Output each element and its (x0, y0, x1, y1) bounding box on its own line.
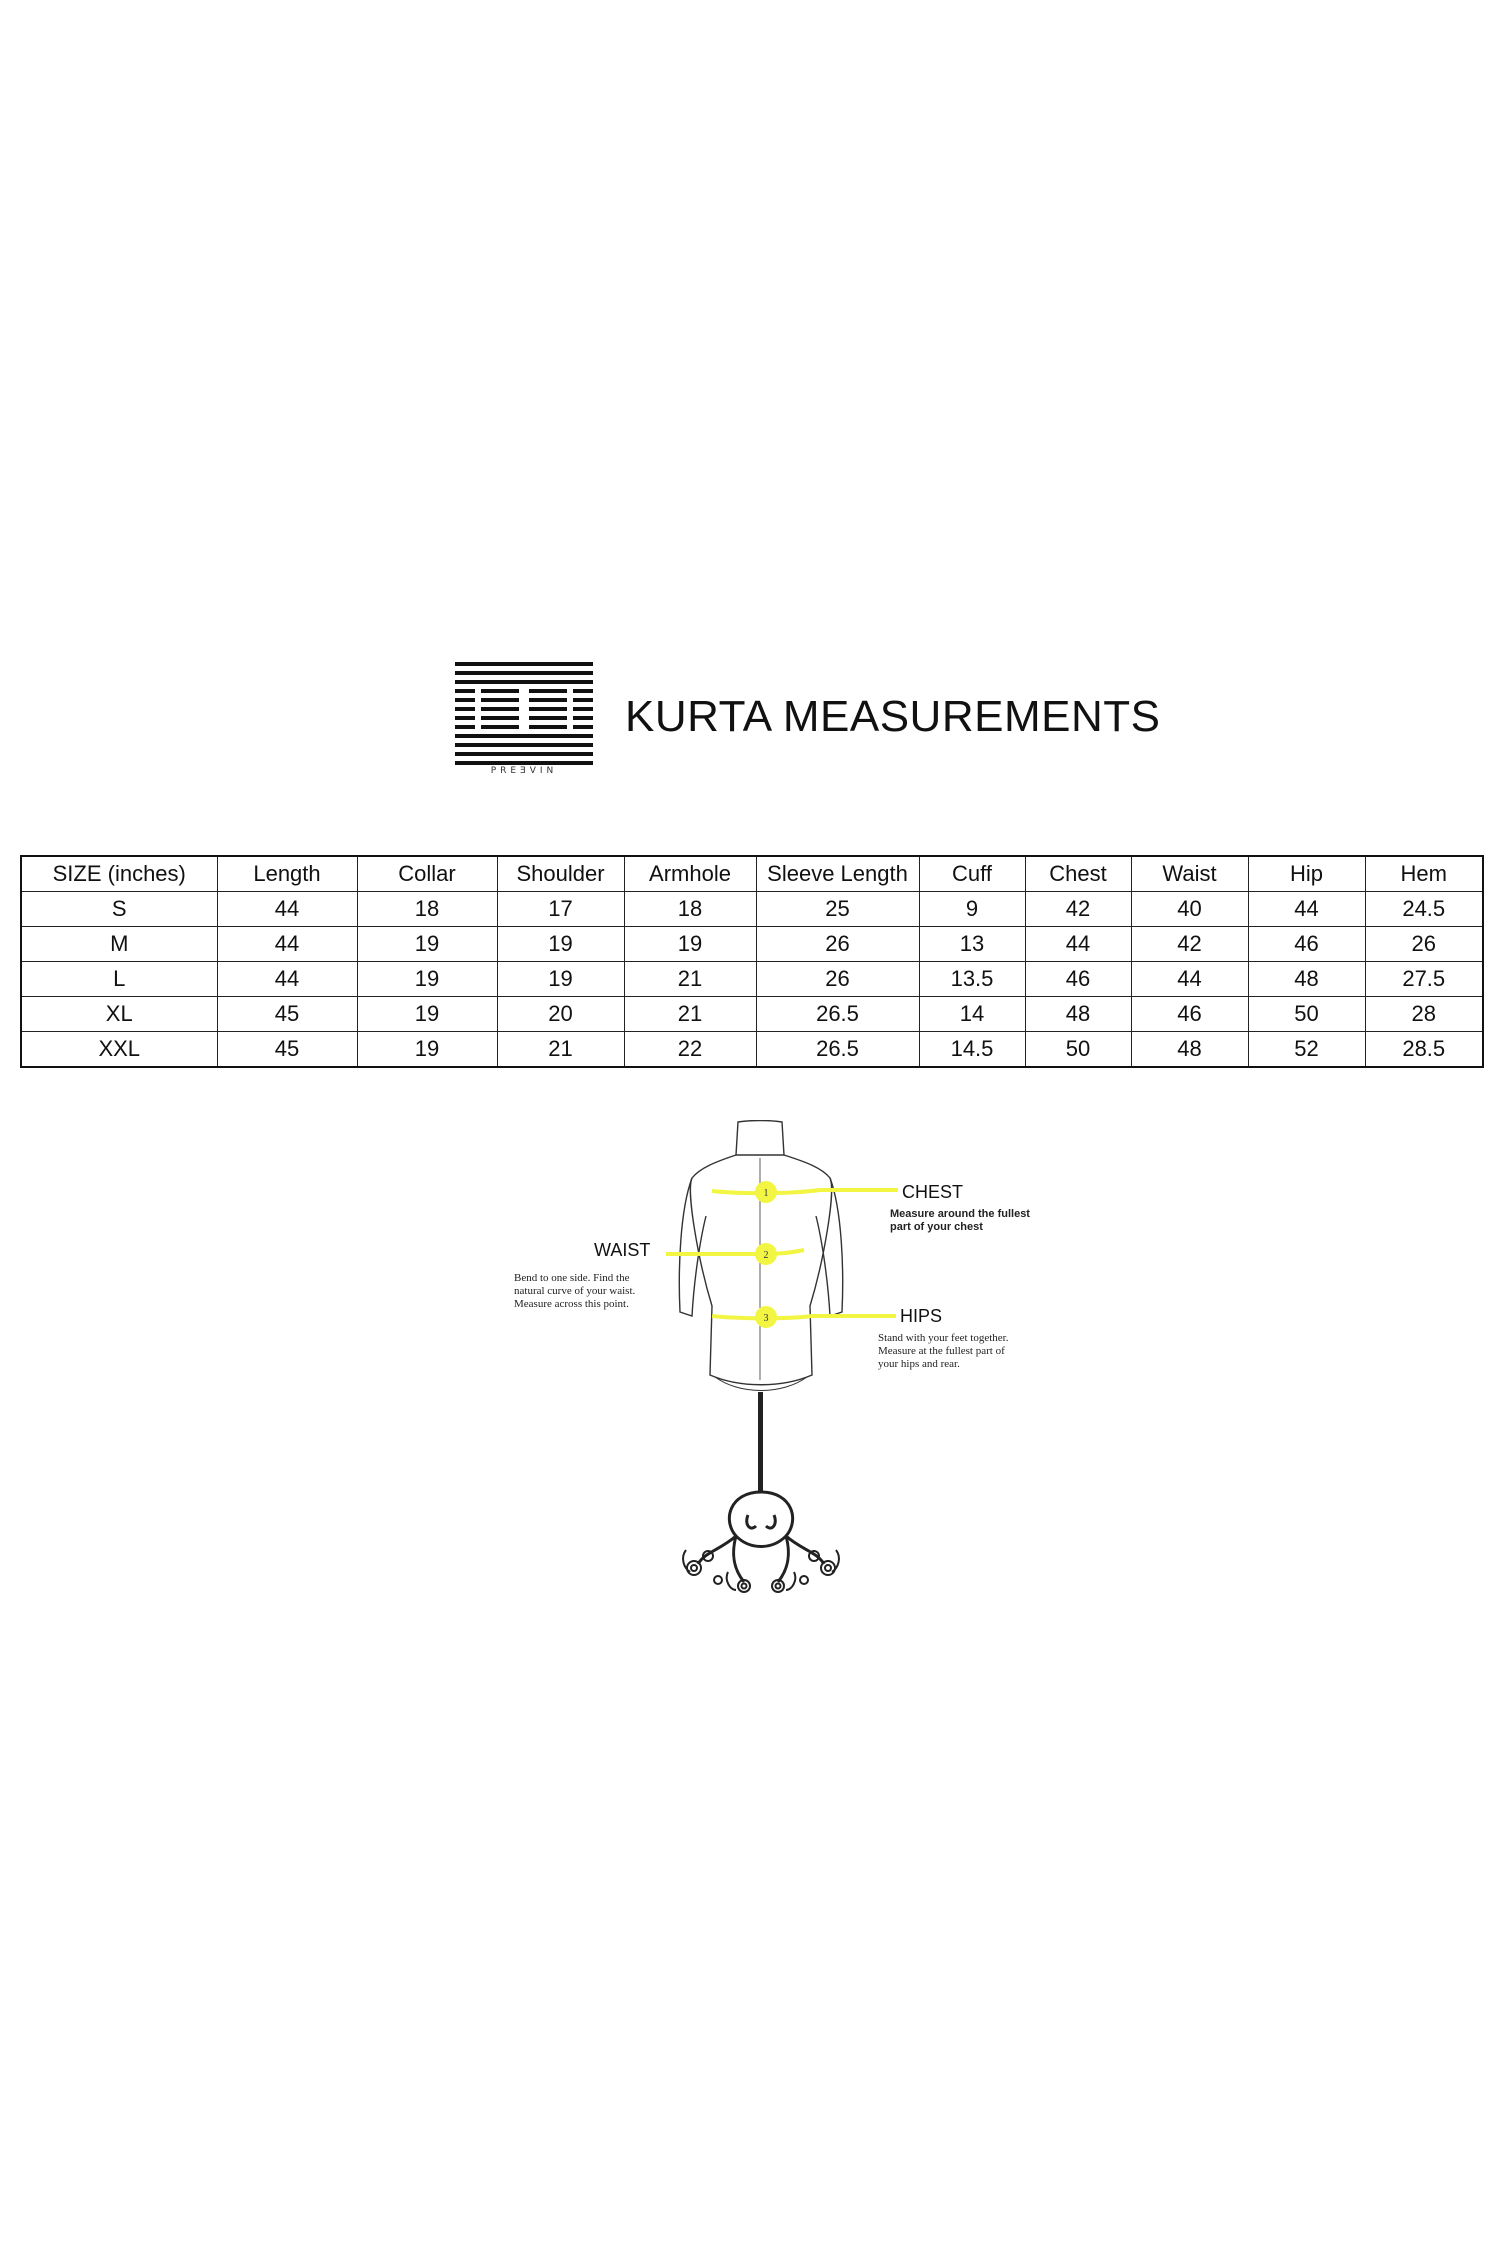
table-row (21, 1032, 1483, 1068)
table-cell: 46 (1025, 962, 1131, 997)
table-cell: 26 (756, 962, 919, 997)
size-chart-table (20, 855, 1484, 1068)
table-cell: 48 (1131, 1032, 1248, 1068)
table-cell: 44 (217, 892, 357, 927)
table-cell: 18 (357, 892, 497, 927)
table-cell: 19 (357, 1032, 497, 1068)
table-cell: 44 (217, 927, 357, 962)
table-cell: 26 (756, 927, 919, 962)
table-cell: 20 (497, 997, 624, 1032)
table-cell: 44 (217, 962, 357, 997)
table-cell: 46 (1131, 997, 1248, 1032)
table-cell: S (21, 892, 217, 927)
table-cell: 19 (624, 927, 756, 962)
marker-3: 3 (763, 1313, 769, 1324)
table-cell: 26.5 (756, 997, 919, 1032)
table-cell: 44 (1248, 892, 1365, 927)
table-row (21, 997, 1483, 1032)
table-cell: 28.5 (1365, 1032, 1483, 1068)
hips-callout-description: Stand with your feet together. Measure at the fullest part of your hips and rear. (878, 1332, 1009, 1370)
table-cell: 13 (919, 927, 1025, 962)
column-header-collar: Collar (357, 856, 497, 892)
hips-callout-title: HIPS (900, 1306, 943, 1326)
table-cell: 26.5 (756, 1032, 919, 1068)
table-cell: 44 (1025, 927, 1131, 962)
table-cell: 21 (624, 997, 756, 1032)
column-header-chest: Chest (1025, 856, 1131, 892)
waist-callout-description: Bend to one side. Find the natural curve of your waist. Measure across this point. (514, 1272, 636, 1310)
table-cell: 26 (1365, 927, 1483, 962)
table-cell: 14 (919, 997, 1025, 1032)
table-cell: 19 (357, 997, 497, 1032)
table-cell: 45 (217, 1032, 357, 1068)
marker-2: 2 (763, 1250, 769, 1261)
column-header-cuff: Cuff (919, 856, 1025, 892)
table-cell: 14.5 (919, 1032, 1025, 1068)
table-cell: 19 (357, 927, 497, 962)
column-header-shoulder: Shoulder (497, 856, 624, 892)
page-header (455, 662, 1161, 782)
table-cell: 24.5 (1365, 892, 1483, 927)
brand-logo (455, 662, 593, 782)
column-header-size: SIZE (inches) (21, 856, 217, 892)
table-cell: 50 (1248, 997, 1365, 1032)
table-cell: 19 (497, 962, 624, 997)
table-row (21, 892, 1483, 927)
column-header-waist: Waist (1131, 856, 1248, 892)
table-cell: 9 (919, 892, 1025, 927)
column-header-sleeve-length: Sleeve Length (756, 856, 919, 892)
table-cell: 48 (1248, 962, 1365, 997)
table-cell: 22 (624, 1032, 756, 1068)
table-header-row (21, 856, 1483, 892)
table-cell: 27.5 (1365, 962, 1483, 997)
table-cell: 45 (217, 997, 357, 1032)
table-cell: 18 (624, 892, 756, 927)
table-cell: XXL (21, 1032, 217, 1068)
brand-logo-text: PREƎVIN (490, 766, 558, 776)
dress-form-illustration (500, 1120, 1060, 1640)
column-header-armhole: Armhole (624, 856, 756, 892)
marker-1: 1 (763, 1188, 769, 1199)
table-cell: 52 (1248, 1032, 1365, 1068)
chest-callout-description: Measure around the fullest part of your chest (890, 1208, 1030, 1233)
table-row (21, 962, 1483, 997)
table-cell: 13.5 (919, 962, 1025, 997)
table-cell: 25 (756, 892, 919, 927)
table-cell: 44 (1131, 962, 1248, 997)
table-cell: XL (21, 997, 217, 1032)
chest-callout-title: CHEST (902, 1182, 964, 1202)
table-cell: 28 (1365, 997, 1483, 1032)
table-cell: 40 (1131, 892, 1248, 927)
waist-callout-title: WAIST (594, 1240, 651, 1260)
table-cell: 48 (1025, 997, 1131, 1032)
table-row (21, 927, 1483, 962)
table-cell: 19 (497, 927, 624, 962)
table-cell: 21 (497, 1032, 624, 1068)
table-cell: 46 (1248, 927, 1365, 962)
column-header-length: Length (217, 856, 357, 892)
table-cell: 50 (1025, 1032, 1131, 1068)
table-cell: 21 (624, 962, 756, 997)
column-header-hem: Hem (1365, 856, 1483, 892)
measurement-diagram (500, 1120, 1060, 1640)
stacked-lines-logo-icon (455, 662, 593, 766)
column-header-hip: Hip (1248, 856, 1365, 892)
table-cell: 42 (1131, 927, 1248, 962)
table-cell: 42 (1025, 892, 1131, 927)
table-cell: 17 (497, 892, 624, 927)
page-title: KURTA MEASUREMENTS (625, 692, 1161, 741)
table-cell: 19 (357, 962, 497, 997)
table-cell: L (21, 962, 217, 997)
table-cell: M (21, 927, 217, 962)
